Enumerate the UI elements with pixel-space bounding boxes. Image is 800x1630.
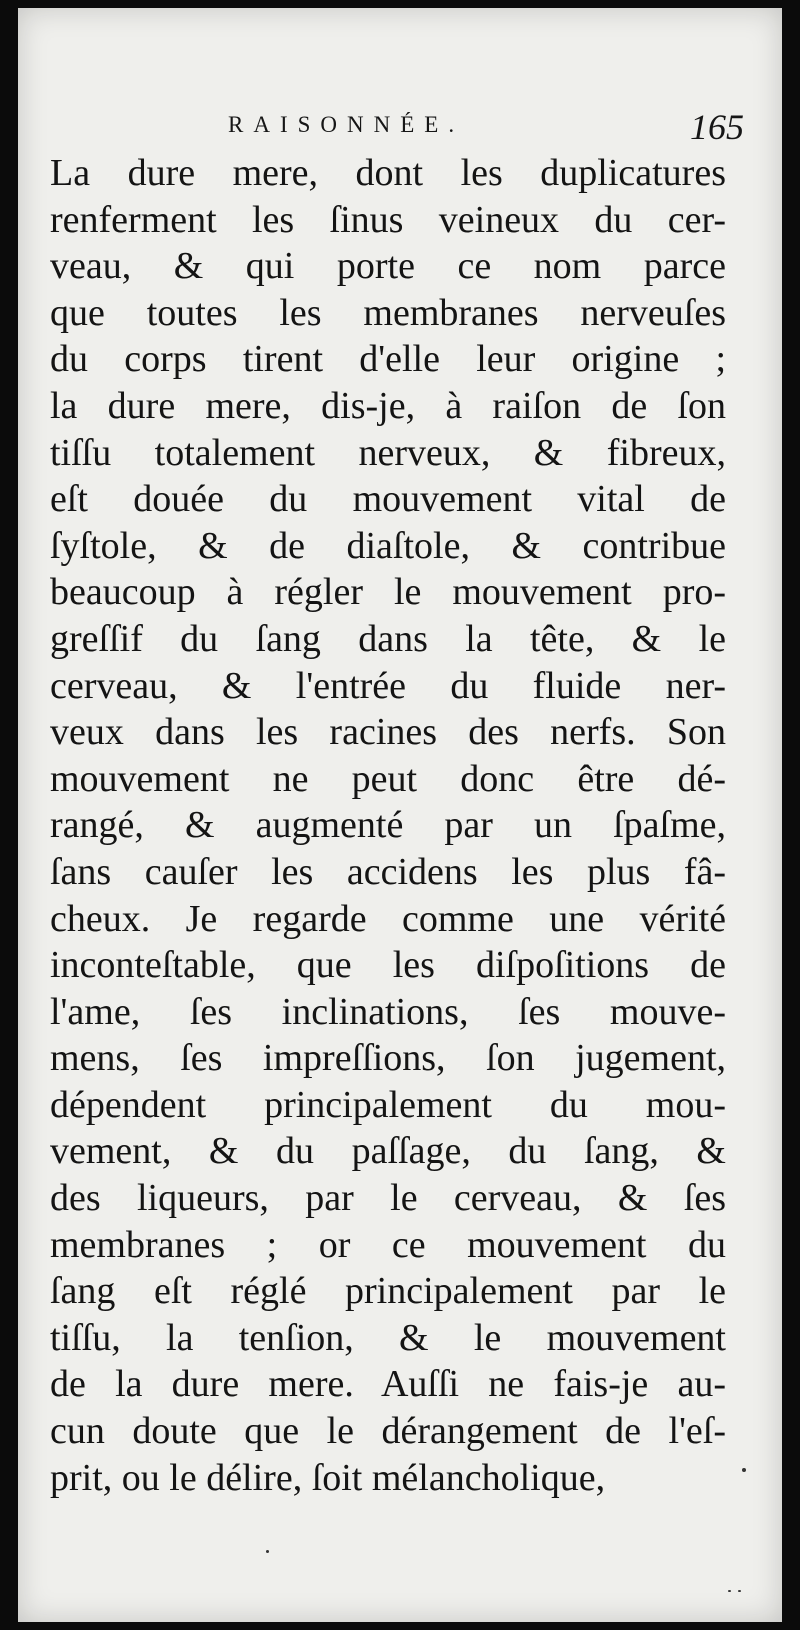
text-line: des liqueurs, par le cerveau, & ſes [50, 1177, 726, 1220]
text-line: que toutes les membranes nerveuſes [50, 291, 726, 334]
text-line: dépendent principalement du mou- [50, 1083, 726, 1126]
running-title: RAISONNÉE. [228, 112, 465, 137]
text-line: mens, ſes impreſſions, ſon jugement, [50, 1037, 726, 1080]
page-number: 165 [690, 107, 744, 147]
text-line: cerveau, & l'entrée du fluide ner- [50, 664, 726, 707]
ink-speck [266, 1550, 269, 1553]
text-line: beaucoup à régler le mouvement pro- [50, 571, 726, 614]
text-line: La dure mere, dont les duplicatures [50, 152, 726, 194]
text-line: tiſſu totalement nerveux, & fibreux, [50, 431, 726, 474]
body-text [50, 150, 726, 1501]
text-line: inconteſtable, que les diſpoſitions de [50, 944, 726, 987]
text-line: eſt douée du mouvement vital de [50, 478, 726, 521]
text-line: mouvement ne peut donc être dé- [50, 757, 726, 800]
ink-speck [742, 1468, 746, 1472]
text-line: renferment les ſinus veineux du cer- [50, 198, 726, 241]
text-line: l'ame, ſes inclinations, ſes mouve- [50, 990, 726, 1033]
text-line: la dure mere, dis-je, à raiſon de ſon [50, 384, 726, 427]
text-line: cun doute que le dérangement de l'eſ- [50, 1410, 726, 1453]
text-line: cheux. Je regarde comme une vérité [50, 897, 726, 940]
text-line: greſſif du ſang dans la tête, & le [50, 617, 726, 660]
text-line: membranes ; or ce mouvement du [50, 1223, 726, 1266]
text-line: ſyſtole, & de diaſtole, & contribue [50, 524, 726, 567]
text-line: ſans cauſer les accidens les plus fâ- [50, 850, 726, 893]
text-line: veau, & qui porte ce nom parce [50, 245, 726, 288]
text-line: de la dure mere. Auſſi ne fais-je au- [50, 1363, 726, 1406]
text-line: du corps tirent d'elle leur origine ; [50, 338, 726, 381]
ink-speck [738, 1590, 741, 1592]
text-line: rangé, & augmenté par un ſpaſme, [50, 804, 726, 847]
text-line: ſang eſt réglé principalement par le [50, 1270, 726, 1313]
text-line: tiſſu, la tenſion, & le mouvement [50, 1316, 726, 1359]
text-line: prit, ou le délire, ſoit mélancholique, [50, 1456, 606, 1499]
text-line: veux dans les racines des nerfs. Son [50, 711, 726, 754]
text-line: vement, & du paſſage, du ſang, & [50, 1130, 726, 1173]
ink-speck [728, 1590, 731, 1592]
